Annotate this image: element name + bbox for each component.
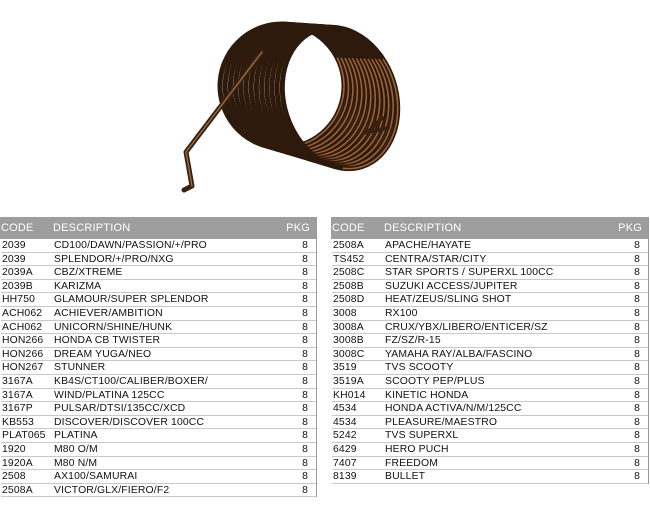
- part-description: UNICORN/SHINE/HUNK: [54, 321, 173, 333]
- table-row: [1, 321, 316, 335]
- part-code: KB553: [2, 416, 34, 428]
- table-row: [1, 348, 316, 362]
- part-description: APACHE/HAYATE: [385, 240, 472, 251]
- table-row: [1, 253, 316, 267]
- pkg-qty: 8: [302, 443, 308, 455]
- part-description: SUZUKI ACCESS/JUPITER: [385, 280, 518, 292]
- pkg-qty: 8: [302, 403, 308, 415]
- part-description: SPLENDOR/+/PRO/NXG: [54, 253, 174, 265]
- pkg-qty: 8: [634, 321, 640, 333]
- part-code: 3519: [333, 362, 357, 374]
- part-code: 3167A: [2, 375, 33, 387]
- part-code: HON267: [2, 362, 44, 374]
- part-description: GLAMOUR/SUPER SPLENDOR: [54, 294, 209, 306]
- pkg-qty: 8: [302, 267, 308, 279]
- table-row: [332, 293, 648, 307]
- part-description: DISCOVER/DISCOVER 100CC: [54, 416, 205, 428]
- description-header: DESCRIPTION: [53, 222, 131, 234]
- part-description: HEAT/ZEUS/SLING SHOT: [385, 294, 512, 306]
- part-code: ACH062: [2, 321, 43, 333]
- table-row: [1, 280, 316, 294]
- part-code: 3008C: [333, 348, 365, 360]
- part-description: KINETIC HONDA: [385, 389, 469, 401]
- part-description: AX100/SAMURAI: [54, 471, 138, 483]
- table-row: [332, 457, 648, 471]
- pkg-qty: 8: [302, 280, 308, 292]
- part-description: TVS SCOOTY: [385, 362, 454, 374]
- part-code: 3008B: [333, 335, 364, 347]
- table-row: [1, 443, 316, 457]
- pkg-qty: 8: [302, 253, 308, 265]
- table-row: [1, 307, 316, 321]
- pkg-qty: 8: [634, 253, 640, 265]
- part-description: SCOOTY PEP/PLUS: [385, 375, 485, 387]
- pkg-qty: 8: [634, 403, 640, 415]
- part-code: PLAT065: [2, 430, 46, 442]
- pkg-qty: 8: [634, 457, 640, 469]
- pkg-qty: 8: [634, 348, 640, 360]
- pkg-qty: 8: [302, 348, 308, 360]
- table-row: [332, 470, 648, 484]
- table-row: [332, 280, 648, 294]
- part-code: 1920A: [2, 457, 33, 469]
- part-description: PLATINA: [54, 430, 98, 442]
- pkg-qty: 8: [302, 416, 308, 428]
- part-description: CD100/DAWN/PASSION/+/PRO: [54, 240, 207, 251]
- table-row: [332, 361, 648, 375]
- table-row: [1, 429, 316, 443]
- part-code: 8139: [333, 471, 357, 483]
- table-header: [0, 217, 316, 239]
- part-code: KH014: [333, 389, 366, 401]
- part-description: STAR SPORTS / SUPERXL 100CC: [385, 267, 554, 279]
- part-code: TS452: [333, 253, 365, 265]
- part-description: HONDA CB TWISTER: [54, 335, 161, 347]
- table-row: [1, 293, 316, 307]
- part-code: 7407: [333, 457, 357, 469]
- pkg-qty: 8: [302, 375, 308, 387]
- table-row: [332, 321, 648, 335]
- part-code: 2508C: [333, 267, 365, 279]
- part-code: 2508: [2, 471, 26, 483]
- table-row: [1, 334, 316, 348]
- part-code: 3167P: [2, 403, 33, 415]
- part-description: HERO PUCH: [385, 443, 449, 455]
- part-description: KARIZMA: [54, 280, 102, 292]
- code-header: CODE: [332, 222, 365, 234]
- pkg-header: PKG: [618, 222, 642, 234]
- part-code: 2039A: [2, 267, 33, 279]
- table-row: [1, 457, 316, 471]
- part-code: 5242: [333, 430, 357, 442]
- pkg-qty: 8: [634, 307, 640, 319]
- part-description: WIND/PLATINA 125CC: [54, 389, 165, 401]
- part-description: FZ/SZ/R-15: [385, 335, 441, 347]
- description-header: DESCRIPTION: [384, 222, 462, 234]
- part-description: CBZ/XTREME: [54, 267, 123, 279]
- part-code: 3167A: [2, 389, 33, 401]
- pkg-qty: 8: [634, 267, 640, 279]
- coil-spring-icon: [150, 0, 430, 210]
- table-row: [332, 402, 648, 416]
- table-row: [332, 443, 648, 457]
- part-description: TVS SUPERXL: [385, 430, 459, 442]
- part-code: HH750: [2, 294, 36, 306]
- pkg-qty: 8: [302, 294, 308, 306]
- pkg-qty: 8: [634, 240, 640, 251]
- part-description: M80 O/M: [54, 443, 98, 455]
- part-description: STUNNER: [54, 362, 106, 374]
- right-parts-table: [331, 217, 649, 484]
- table-row: [1, 484, 316, 498]
- pkg-qty: 8: [302, 240, 308, 251]
- part-code: 2039B: [2, 280, 33, 292]
- pkg-qty: 8: [302, 307, 308, 319]
- part-description: CRUX/YBX/LIBERO/ENTICER/SZ: [385, 321, 548, 333]
- pkg-qty: 8: [634, 335, 640, 347]
- left-parts-table: [0, 217, 317, 497]
- table-row: [332, 416, 648, 430]
- table-row: [332, 429, 648, 443]
- pkg-qty: 8: [302, 362, 308, 374]
- pkg-qty: 8: [302, 457, 308, 469]
- pkg-qty: 8: [302, 471, 308, 483]
- part-code: 3008A: [333, 321, 364, 333]
- pkg-qty: 8: [634, 362, 640, 374]
- table-header: [331, 217, 648, 239]
- pkg-qty: 8: [634, 294, 640, 306]
- part-code: HON266: [2, 335, 44, 347]
- part-description: PLEASURE/MAESTRO: [385, 416, 498, 428]
- table-row: [332, 239, 648, 253]
- part-description: CENTRA/STAR/CITY: [385, 253, 487, 265]
- part-code: 2039: [2, 253, 26, 265]
- part-code: 2508B: [333, 280, 364, 292]
- part-code: HON266: [2, 348, 44, 360]
- table-row: [332, 253, 648, 267]
- pkg-qty: 8: [302, 389, 308, 401]
- part-description: ACHIEVER/AMBITION: [54, 307, 163, 319]
- part-description: PULSAR/DTSI/135CC/XCD: [54, 403, 186, 415]
- table-row: [1, 416, 316, 430]
- pkg-qty: 8: [634, 471, 640, 483]
- part-code: 2508A: [2, 484, 33, 496]
- code-header: CODE: [1, 222, 34, 234]
- part-description: RX100: [385, 307, 418, 319]
- part-description: HONDA ACTIVA/N/M/125CC: [385, 403, 522, 415]
- spring-image: [150, 0, 430, 210]
- part-description: DREAM YUGA/NEO: [54, 348, 152, 360]
- pkg-qty: 8: [302, 321, 308, 333]
- pkg-qty: 8: [302, 335, 308, 347]
- table-row: [332, 348, 648, 362]
- pkg-qty: 8: [634, 443, 640, 455]
- pkg-qty: 8: [302, 484, 308, 496]
- table-row: [1, 266, 316, 280]
- table-row: [332, 266, 648, 280]
- table-row: [1, 470, 316, 484]
- pkg-qty: 8: [634, 389, 640, 401]
- table-row: [1, 375, 316, 389]
- table-row: [332, 307, 648, 321]
- pkg-qty: 8: [634, 416, 640, 428]
- part-description: M80 N/M: [54, 457, 98, 469]
- part-description: YAMAHA RAY/ALBA/FASCINO: [385, 348, 533, 360]
- part-description: VICTOR/GLX/FIERO/F2: [54, 484, 170, 496]
- table-row: [1, 389, 316, 403]
- table-row: [1, 402, 316, 416]
- part-code: 3519A: [333, 375, 364, 387]
- table-row: [1, 361, 316, 375]
- part-code: 4534: [333, 403, 357, 415]
- pkg-header: PKG: [286, 222, 310, 234]
- part-code: 6429: [333, 443, 357, 455]
- part-code: 3008: [333, 307, 357, 319]
- part-code: 4534: [333, 416, 357, 428]
- table-row: [1, 239, 316, 253]
- pkg-qty: 8: [302, 430, 308, 442]
- table-row: [332, 375, 648, 389]
- pkg-qty: 8: [634, 280, 640, 292]
- part-code: 2508A: [333, 240, 364, 251]
- part-description: FREEDOM: [385, 457, 439, 469]
- part-description: KB4S/CT100/CALIBER/BOXER/: [54, 375, 208, 387]
- table-row: [332, 334, 648, 348]
- part-code: ACH062: [2, 307, 43, 319]
- pkg-qty: 8: [634, 430, 640, 442]
- part-description: BULLET: [385, 471, 426, 483]
- part-code: 2508D: [333, 294, 365, 306]
- part-code: 1920: [2, 443, 26, 455]
- table-row: [332, 389, 648, 403]
- pkg-qty: 8: [634, 375, 640, 387]
- part-code: 2039: [2, 240, 26, 251]
